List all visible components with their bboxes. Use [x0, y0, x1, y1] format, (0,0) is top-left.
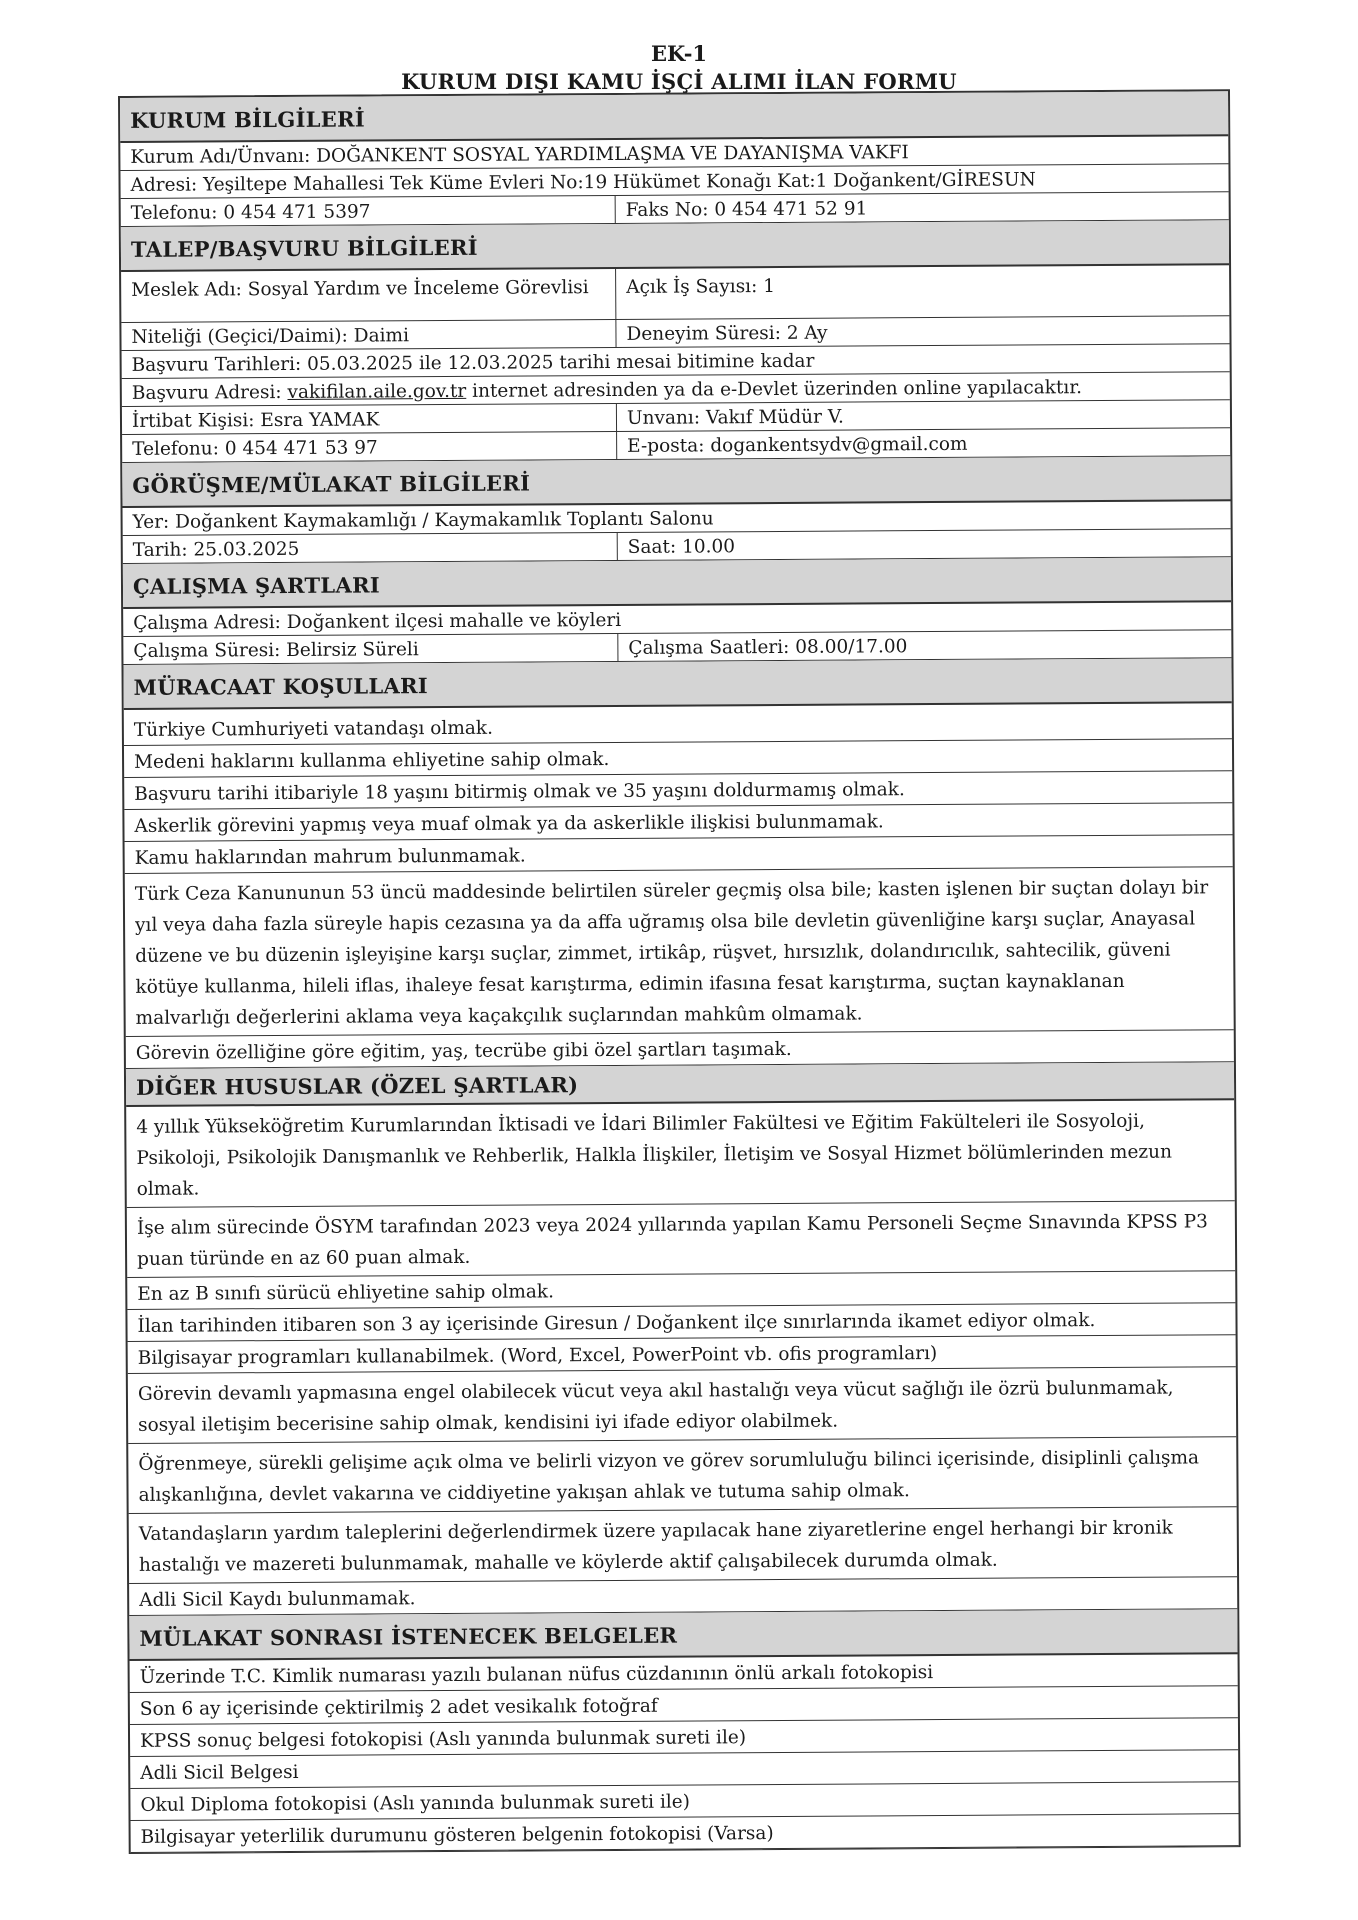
- requirement-text: Medeni haklarını kullanma ehliyetine sahip olmak.: [134, 749, 610, 773]
- other-condition-text: Adli Sicil Kaydı bulunmamak.: [139, 1588, 416, 1611]
- document-text: Son 6 ay içerisinde çektirilmiş 2 adet vesikalık fotoğraf: [139, 1695, 658, 1720]
- requirement-text: Görevin özelliğine göre eğitim, yaş, tecrübe gibi özel şartları taşımak.: [135, 1038, 792, 1064]
- profession-row: [121, 265, 1229, 323]
- other-condition-item: [129, 1507, 1237, 1584]
- contact-person: İrtibat Kişisi: Esra YAMAK: [122, 404, 617, 434]
- other-condition-item: [126, 1100, 1235, 1208]
- document-text: Adli Sicil Belgesi: [140, 1761, 299, 1784]
- document-text: Bilgisayar yeterlilik durumunu gösteren belgenin fotokopisi (Varsa): [140, 1823, 774, 1848]
- section-other-title: DİĞER HUSUSLAR (ÖZEL ŞARTLAR): [126, 1062, 1234, 1107]
- other-condition-item: [127, 1201, 1235, 1278]
- requirement-text: Başvuru tarihi itibariyle 18 yaşını bitirmiş olmak ve 35 yaşını doldurmamış olmak.: [134, 779, 905, 805]
- other-condition-text: Vatandaşların yardım taleplerini değerlendirmek üzere yapılacak hane ziyaretlerine engel herhangi bir kronik hastalığı ve mazereti bulunmamak, mahalle ve köylerde aktif çalışabilecek durumda olmak.: [138, 1517, 1173, 1576]
- other-condition-text: En az B sınıfı sürücü ehliyetine sahip olmak.: [137, 1281, 555, 1305]
- requirement-text: Askerlik görevini yapmış veya muaf olmak ya da askerlikle ilişkisi bulunmamak.: [134, 811, 884, 837]
- requirement-text: Türk Ceza Kanununun 53 üncü maddesinde belirtilen süreler geçmiş olsa bile; kasten işlenen bir suçtan dolayı bir yıl veya daha fazla süreyle hapis cezasına ya da affa uğramış olsa bile devletin güvenliğine karşı suçlar, Anayasal düzene ve bu düzenin işleyişine karşı suçlar, zimmet, irtikâp, rüşvet, hırsızlık, dolandırıcılık, sahtecilik, güveni kötüye kullanma, hileli iflas, ihaleye fesat karıştırma, edimin ifasına fesat karıştırma, suçtan kaynaklanan malvarlığı değerlerini aklama veya kaçakçılık suçlarından mahkûm olmamak.: [134, 877, 1209, 1029]
- other-condition-text: Görevin devamlı yapmasına engel olabilecek vücut veya akıl hastalığı veya vücut sağlığı ile özrü bulunmamak, sosyal iletişim becerisine sahip olmak, kendisini iyi ifade ediyor olabilmek.: [137, 1377, 1174, 1436]
- requirement-text: Kamu haklarından mahrum bulunmamak.: [134, 845, 526, 869]
- other-condition-text: Öğrenmeye, sürekli gelişime açık olma ve belirli vizyon ve görev sorumluluğu bilinci içerisinde, disiplinli çalışma alışkanlığına, devlet vakarına ve ciddiyetine yakışan ahlak ve tutuma sahip olmak.: [138, 1447, 1200, 1506]
- other-condition-text: İlan tarihinden itibaren son 3 ay içerisinde Giresun / Doğankent ilçe sınırlarında ikamet ediyor olmak.: [137, 1310, 1096, 1337]
- section-requirements-title: MÜRACAAT KOŞULLARI: [123, 658, 1231, 710]
- experience-duration: Deneyim Süresi: 2 Ay: [626, 322, 828, 345]
- other-condition-item: [128, 1437, 1236, 1514]
- section-interview-title: GÖRÜŞME/MÜLAKAT BİLGİLERİ: [122, 456, 1230, 508]
- contact-title: Unvanı: Vakıf Müdür V.: [626, 406, 844, 429]
- section-working-conditions-title: ÇALIŞMA ŞARTLARI: [123, 557, 1231, 609]
- requirement-text: Türkiye Cumhuriyeti vatandaşı olmak.: [133, 717, 494, 741]
- other-condition-item: [128, 1367, 1236, 1444]
- application-address-suffix: internet adresinden ya da e-Devlet üzerinden online yapılacaktır.: [466, 377, 1083, 402]
- requirement-item: [125, 867, 1234, 1037]
- work-hours: Çalışma Saatleri: 08.00/17.00: [628, 636, 908, 659]
- section-institution-title: KURUM BİLGİLERİ: [120, 91, 1228, 143]
- document-text: Okul Diploma fotokopisi (Aslı yanında bulunmak sureti ile): [140, 1791, 691, 1816]
- profession-name: Meslek Adı: Sosyal Yardım ve İnceleme Görevlisi: [121, 269, 616, 322]
- work-address: Çalışma Adresi: Doğankent ilçesi mahalle ve köyleri: [133, 609, 622, 634]
- announcement-form: [118, 89, 1241, 1854]
- other-condition-text: İşe alım sürecinde ÖSYM tarafından 2023 veya 2024 yıllarında yapılan Kamu Personeli Seçme Sınavında KPSS P3 puan türünde en az 60 puan almak.: [136, 1211, 1208, 1270]
- other-condition-text: 4 yıllık Yükseköğretim Kurumlarından İktisadi ve İdari Bilimler Fakültesi ve Eğitim Fakülteleri ile Sosyoloji, Psikoloji, Psikolojik Danışmanlık ve Rehberlik, Halkla İlişkiler, İletişim ve Sosyal Hizmet bölümlerinden mezun olmak.: [136, 1110, 1173, 1200]
- institution-name: Kurum Adı/Ünvanı: DOĞANKENT SOSYAL YARDIMLAŞMA VE DAYANIŞMA VAKFI: [130, 142, 909, 168]
- annex-label: EK-1: [650, 41, 708, 66]
- interview-place: Yer: Doğankent Kaymakamlığı / Kaymakamlık Toplantı Salonu: [132, 508, 714, 533]
- interview-date: Tarih: 25.03.2025: [123, 533, 618, 563]
- institution-address: Adresi: Yeşiltepe Mahallesi Tek Küme Evleri No:19 Hükümet Konağı Kat:1 Doğankent/GİRESUN: [130, 169, 1036, 196]
- application-address-prefix: Başvuru Adresi:: [131, 381, 288, 404]
- interview-time: Saat: 10.00: [627, 536, 736, 558]
- section-application-title: TALEP/BAŞVURU BİLGİLERİ: [121, 220, 1229, 272]
- contact-phone: Telefonu: 0 454 471 53 97: [122, 432, 617, 462]
- contact-email: E-posta: dogankentsydv@gmail.com: [627, 433, 968, 457]
- section-documents-title: MÜLAKAT SONRASI İSTENECEK BELGELER: [129, 1609, 1237, 1661]
- document-text: KPSS sonuç belgesi fotokopisi (Aslı yanında bulunmak sureti ile): [139, 1727, 747, 1752]
- institution-fax: Faks No: 0 454 471 52 91: [625, 198, 868, 221]
- other-condition-text: Bilgisayar programları kullanabilmek. (Word, Excel, PowerPoint vb. ofis programları): [137, 1343, 938, 1369]
- document-item: [131, 1814, 1239, 1853]
- job-nature: Niteliği (Geçici/Daimi): Daimi: [121, 320, 616, 350]
- form-title: KURUM DIŞI KAMU İŞÇİ ALIMI İLAN FORMU: [401, 69, 957, 94]
- document-text: Üzerinde T.C. Kimlik numarası yazılı bulanan nüfus cüzdanının önlü arkalı fotokopisi: [139, 1662, 934, 1688]
- open-positions: Açık İş Sayısı: 1: [626, 275, 776, 298]
- application-website-link[interactable]: vakifilan.aile.gov.tr: [287, 380, 467, 403]
- work-duration: Çalışma Süresi: Belirsiz Süreli: [123, 634, 618, 664]
- application-dates: Başvuru Tarihleri: 05.03.2025 ile 12.03.2025 tarihi mesai bitimine kadar: [131, 350, 815, 376]
- institution-phone: Telefonu: 0 454 471 5397: [121, 196, 616, 226]
